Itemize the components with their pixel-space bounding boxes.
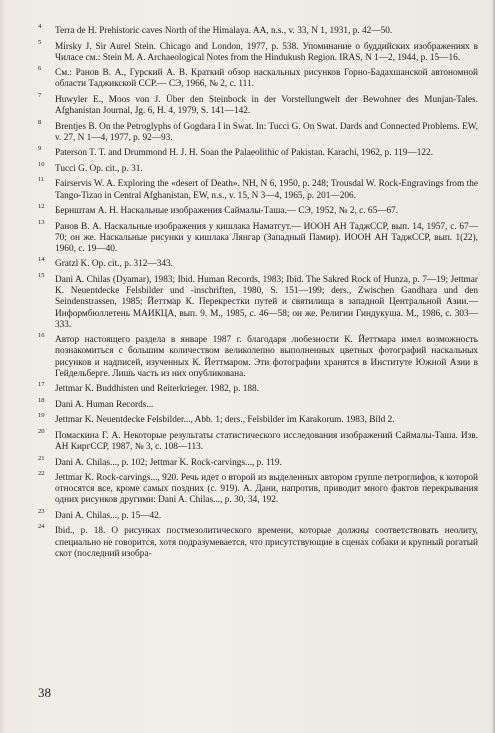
- footnote-text: Ibid., p. 18. О рисунках постмезолитического времени, которые должны соответствовать неолиту, специально не говорится, хотя подразумевается, что присутствующие в сценах собаки и крупный рогатый скот (последний изобра-: [55, 526, 478, 559]
- footnote-text: Huwyler E., Moos von J. Über den Steinbock in der Vorstellungwelt der Bewohner des Munjan-Tales. Afghanistan Journal, Jg. 6, H. 4, 1979, S. 141—142.: [55, 94, 478, 117]
- footnote: [38, 271, 478, 331]
- footnote-text: Jettmar K. Rock-carvings..., 920. Речь идет о второй из выделенных автором группе петроглифов, к которой относятся все, кроме самых поздних (с. 919). А. Дани, напротив, приводит много фактов перекрывания одних рисунков другими: Dani A. Chilas..., p. 30, 34, 192.: [55, 473, 478, 506]
- footnote: [38, 332, 478, 380]
- footnote-text: См.: Ранов В. А., Гурский А. В. Краткий обзор наскальных рисунков Горно-Бадахшанской автономной области Таджикской ССР.— СЭ, 1966, № 2, с. 111.: [55, 68, 478, 90]
- footnote-number: 19: [38, 412, 45, 420]
- footnote-text: Помаскина Г. А. Некоторые результаты статистического исследования изображений Саймалы-Таша. Изв. АН КиргССР, 1987, № 3, с. 108—113.: [55, 430, 478, 453]
- footnote-text: Gratzl K. Op. cit., p. 312—343.: [55, 259, 173, 270]
- footnote-number: 7: [38, 91, 42, 99]
- footnote: [38, 470, 478, 507]
- footnote-number: 20: [38, 427, 45, 435]
- footnote-text: Бернштам А. Н. Наскальные изображения Саймалы-Таша.— СЭ, 1952, № 2, с. 65—67.: [55, 206, 399, 217]
- footnote: [38, 38, 478, 64]
- footnote-text: Автор настоящего раздела в январе 1987 г. благодаря любезности К. Йеттмара имел возможность познакомиться с большим количеством великолепно выполненных цветных фотографий наскальных рисунков и надписей, изученных К. Йеттмаром. Эти фотографии хранятся в Институте Южной Азии в Гейдельберге. Лишь часть из них опубликована.: [55, 335, 478, 379]
- footnote-text: Dani A. Chilas (Dyamar), 1983; Ibid. Human Records, 1983; Ibid. The Sakred Rock of Hunza, p. 7—19; Jettmar K. Neuentdecke Felsbilder und -inschriften, 1980, S. 151—199; ders., Zwischen Gandhara und den Seindenstrassen, 1985; Йеттмар К. Перекрестки путей и святилища в западной Центральной Азии.— Информбюллетень МАИКЦА, вып. 9. М., 1985, с. 46—58; он же. Религии Гиндукуша. М., 1986, с. 303—333.: [55, 274, 478, 330]
- footnote: [38, 454, 478, 469]
- footnote-text: Ранов В. А. Наскальные изображения у кишлака Наматгут.— ИООН АН ТаджССР, вып. 14, 1957, с. 67—70; он же. Наскальные рисунки у кишлака Лянгар (Западный Памир). ИООН АН ТаджССР, вып. 1(22), 1960, с. 19—40.: [55, 221, 478, 254]
- footnote-text: Mirsky J. Sir Aurel Stein. Chicago and London, 1977, p. 538. Упоминание о буддийских изображениях в Чиласе см.: Stein M. A. Archaeological Notes from the Hindukush Region. IRAS, N 1—2, 1944, p. 15—16.: [55, 41, 478, 63]
- footnotes-list: [38, 23, 478, 564]
- footnote-number: 21: [38, 454, 45, 462]
- footnote-number: 17: [38, 381, 45, 389]
- footnote: [38, 412, 478, 426]
- footnote: [38, 176, 478, 201]
- footnote-number: 13: [38, 218, 45, 226]
- footnote-number: 8: [38, 118, 42, 126]
- footnote: [38, 145, 478, 159]
- footnote-text: Tucci G. Op. cit., p. 31.: [55, 163, 143, 174]
- page-number: 38: [38, 685, 51, 700]
- footnote: [38, 118, 478, 144]
- footnote-number: 11: [38, 176, 45, 184]
- footnote-number: 18: [38, 396, 45, 404]
- footnote: [38, 218, 478, 256]
- footnote: [38, 396, 478, 411]
- footnote-text: Jettmar K. Buddhisten und Reiterkrieger. 1982, p. 188.: [55, 384, 259, 395]
- footnote: [38, 160, 478, 175]
- footnote: [38, 256, 478, 270]
- footnote-number: 15: [38, 271, 45, 279]
- footnote-text: Dani A. Chilas..., p. 102; Jettmar K. Rock-carvings..., p. 119.: [55, 457, 282, 468]
- footnote-number: 4: [38, 23, 42, 30]
- footnote-number: 12: [38, 203, 45, 211]
- footnote: [38, 203, 478, 217]
- footnote-number: 5: [38, 38, 42, 46]
- footnote: [38, 381, 478, 395]
- footnote-number: 23: [38, 507, 45, 515]
- footnote: [38, 507, 478, 522]
- footnote-number: 16: [38, 332, 45, 340]
- footnote-number: 24: [38, 523, 45, 531]
- footnote-number: 22: [38, 470, 45, 478]
- footnote-text: Brentjes B. On the Petroglyphs of Gogdara I in Swat. In: Tucci G. On Swat. Dards and Connected Problems. EW, v. 27, N 1—4, 1977, p. 92—93.: [55, 121, 478, 143]
- footnote: [38, 523, 478, 560]
- footnote-text: Fairservis W. A. Exploring the «desert of Death». NH, N 6, 1950, p. 248; Trousdal W. Rock-Engravings from the Tango-Tizao in Central Afghanistan, EW, n.s., v. 15, N 3—4, 1965, p. 201—206.: [55, 179, 478, 201]
- footnote-text: Dani A. Chilas..., p. 15—42.: [55, 510, 162, 521]
- footnote-number: 6: [38, 65, 42, 73]
- footnote: [38, 427, 478, 453]
- footnote: [38, 23, 478, 37]
- footnote-text: Terra de H. Prehistoric caves North of the Himalaya. AA, n.s., v. 33, N 1, 1931, p. 42—50.: [55, 26, 393, 36]
- footnote: [38, 91, 478, 117]
- footnote-number: 10: [38, 160, 45, 168]
- footnote-text: Jettmar K. Neuentdecke Felsbilder..., Abb. 1; ders., Felsbilder im Karakorum. 1983, Bild 2.: [55, 415, 395, 426]
- footnote-text: Paterson T. T. and Drummond H. J. H. Soan the Palaeolithic of Pakistan. Karachi, 1962, p. 119—122.: [55, 148, 434, 159]
- footnote-number: 14: [38, 256, 45, 264]
- footnote-number: 9: [38, 145, 42, 153]
- footnote: [38, 65, 478, 90]
- footnote-text: Dani A. Human Records...: [55, 399, 154, 410]
